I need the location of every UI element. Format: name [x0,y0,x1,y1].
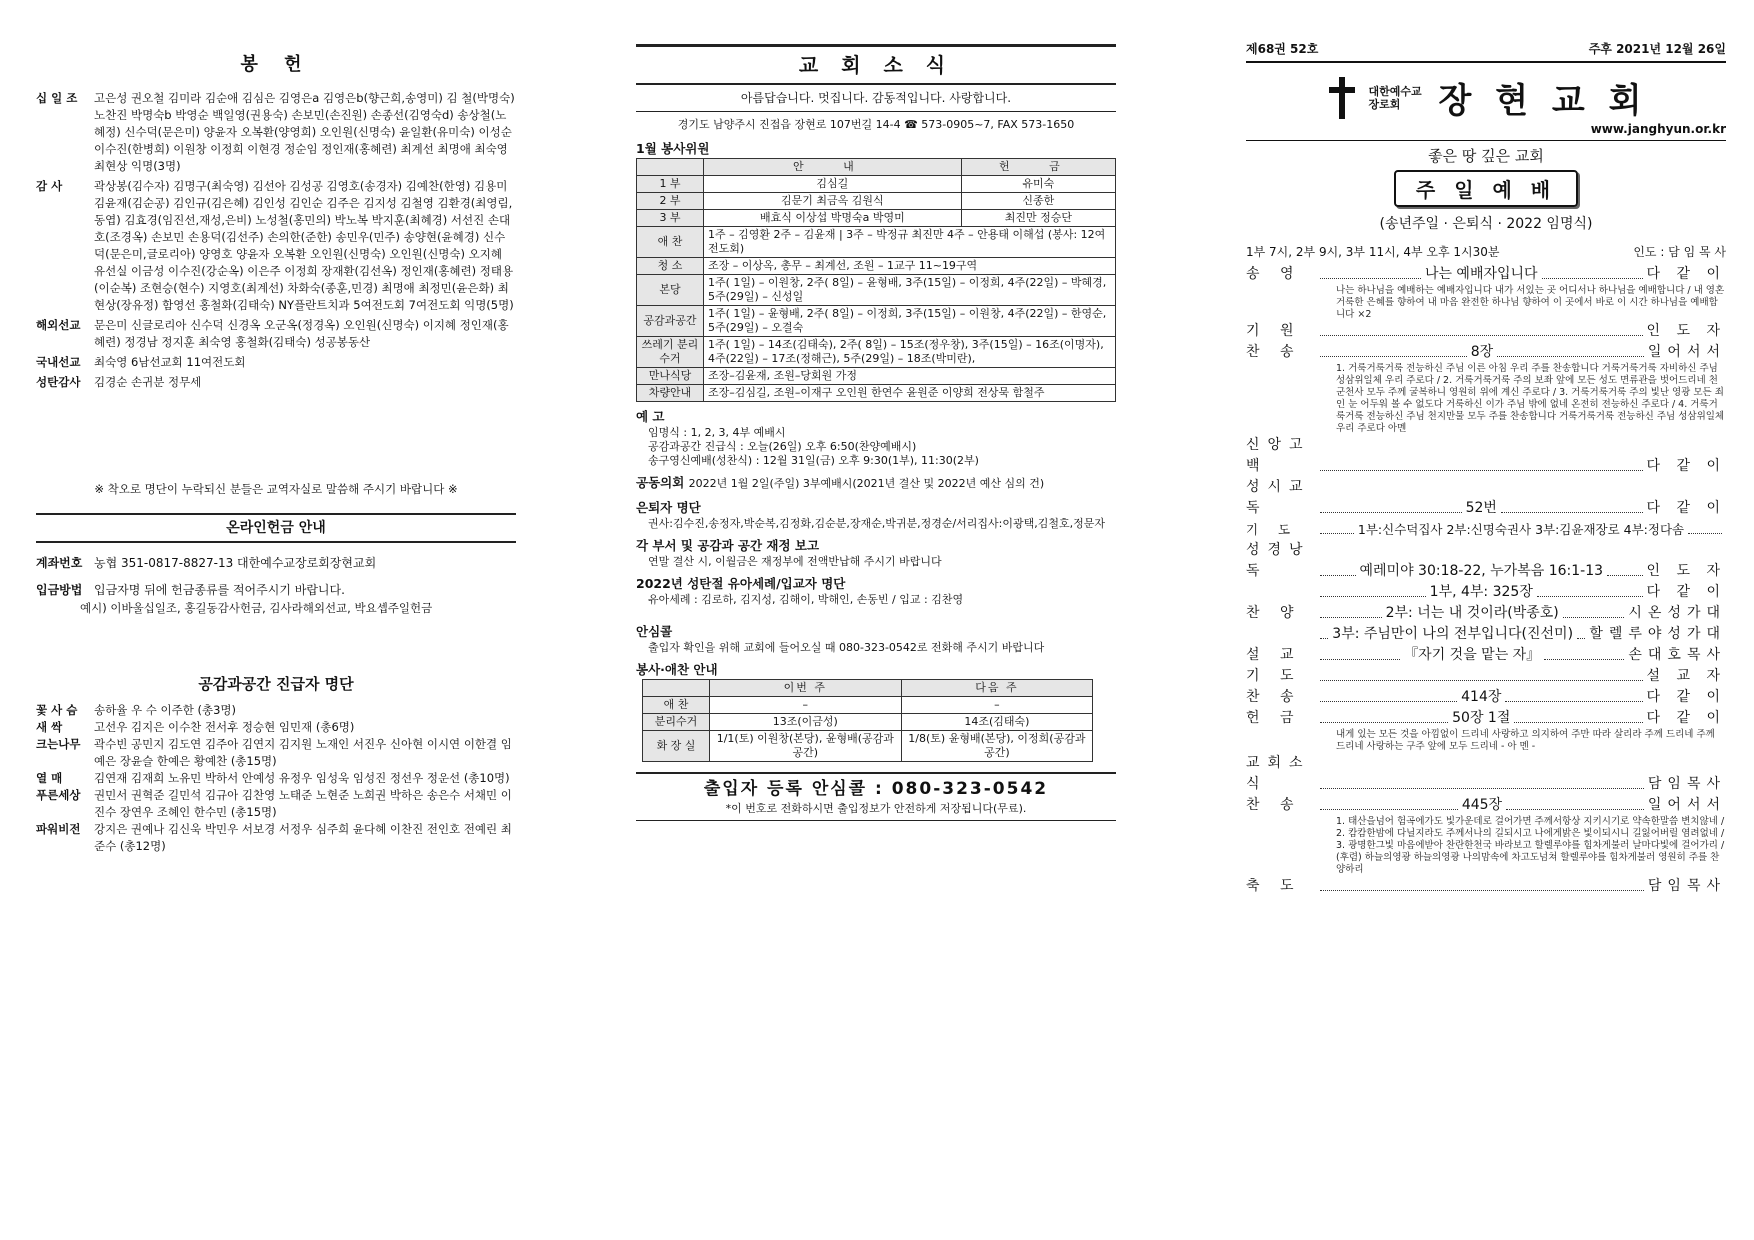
leader-dots [1563,617,1625,618]
service-next: 14조(김태숙) [901,714,1093,731]
offering-label: 십 일 조 [36,91,78,105]
order-item [1246,342,1726,363]
committee-row [637,176,1116,193]
relief-row [36,736,516,770]
offering-label: 감 사 [36,179,63,193]
chancel-text: 1주 – 김영환 2주 – 김윤재 | 3주 – 박정규 최진만 4주 – 안용태 이해섭 (봉사: 12여전도회) [704,227,1116,258]
order-of-worship [1246,264,1726,897]
service-row [643,731,1093,762]
leader-dots [1506,809,1644,810]
leader-dots [1320,356,1467,357]
order-role: 다 같 이 [1646,500,1727,516]
order-item [1246,687,1726,708]
church-url: www.janghyun.or.kr [1590,122,1726,136]
issue-date: 주후 2021년 12월 26일 [1588,42,1726,56]
motto: 좋은 땅 깊은 교회 [1428,147,1544,165]
relief-names: 고선우 김지은 이수찬 전서후 정승현 임민재 (총6명) [94,720,355,734]
committee-table [636,158,1116,402]
relief-label: 크는나무 [36,737,81,751]
order-content: 1부, 4부: 325장 [1429,584,1533,600]
order-role: 다 같 이 [1646,689,1727,705]
order-item [1246,753,1726,795]
safe-call-note: *이 번호로 전화하시면 출입정보가 안전하게 저장됩니다(무료). [725,802,1027,815]
order-label: 신앙고백 [1246,437,1311,474]
budget-text: 연말 결산 시, 이월금은 재정부에 전액반납해 주시기 바랍니다 [648,555,942,568]
committee-usher: 김심길 [704,176,962,193]
relief-names: 권민서 권혁준 길민석 김규아 김찬영 노태준 노현준 노희권 박하은 송은수 서채민 이진수 장연우 조혜인 한수민 (총15명) [94,788,512,819]
cleaning-label: 청 소 [637,258,704,275]
council-text: 2022년 1월 2일(주일) 3부예배시(2021년 결산 및 2022년 예산 심의 건) [688,477,1045,490]
service-label: 화 장 실 [643,731,710,762]
service-leader: 인도 : 담 임 목 사 [1633,245,1726,259]
relief-label: 새 싹 [36,720,63,734]
leader-dots [1320,335,1643,336]
order-content: 『자기 것을 맡는 자』 [1404,647,1541,663]
leader-dots [1505,701,1642,702]
account-number: 농협 351-0817-8827-13 대한예수교장로회장현교회 [94,556,377,570]
order-content: 1부:신수덕집사 2부:신명숙권사 3부:김윤재장로 4부:정다솜 [1357,522,1685,537]
parking-text: 조장–김심길, 조원–이재구 오인원 한연수 윤원준 이양희 전상묵 함철주 [704,385,1116,402]
news-title: 교 회 소 식 [798,53,954,77]
notice-line: 임명식 : 1, 2, 3, 4부 예배시 [648,426,786,439]
order-item [1246,645,1726,666]
meal-text: 조장–김윤재, 조원–당회원 가정 [704,368,1116,385]
church-name: 장 현 교 회 [1438,81,1648,121]
committee-offering: 최진만 정승단 [961,210,1115,227]
notice-title: 예 고 [636,409,665,424]
offering-row [36,354,516,371]
order-lyrics: 내게 있는 모든 것을 아낌없이 드리네 사랑하고 의지하여 주만 따라 살리라 주께 드리네 주께 드리네 사랑하는 구주 앞에 모두 드리네 - 아 멘 - [1336,729,1715,752]
account-row [36,555,516,572]
service-next: – [901,697,1093,714]
notice-line: 공감과공간 진급식 : 오늘(26일) 오후 6:50(찬양예배시) [648,440,917,453]
relief-label: 파워비전 [36,822,81,836]
committee-title: 1월 봉사위원 [636,141,710,156]
method-label: 입금방법 [36,583,83,597]
order-content: 50장 1절 [1452,710,1511,726]
leader-dots [1497,356,1644,357]
leader-dots [1320,701,1457,702]
relief-row [36,787,516,821]
service-next: 1/8(토) 윤형배(본당), 이정희(공감과공간) [901,731,1093,762]
committee-part: 1 부 [637,176,704,193]
cross-icon [1325,75,1359,121]
order-item [1246,624,1726,645]
offering-label: 국내선교 [36,355,81,369]
relief-title: 공감과공간 진급자 명단 [198,675,354,693]
online-title: 온라인헌금 안내 [226,520,326,536]
leader-dots [1320,722,1448,723]
toilet-main-text: 1주( 1일) – 이원창, 2주( 8일) – 윤형배, 3주(15일) – 이정희, 4주(22일) – 박혜경, 5주(29일) – 신성일 [704,275,1116,306]
service-this: 13조(이금성) [710,714,902,731]
order-content: 8장 [1470,344,1494,360]
retire-text: 권사:김수진,송정자,박순복,김정화,김순분,장재순,박귀분,정경순/서리집사:이광택,김철호,정문자 [648,517,1105,530]
toilet-space-label: 공감과공간 [637,306,704,337]
order-lyrics: 나는 하나님을 예배하는 예배자입니다 내가 서있는 곳 어디서나 하나님을 예배합니다 / 내 영혼 거룩한 은혜를 향하여 내 마음 완전한 하나님 향하여 이 곳에서 바로 이 시간 하나님을 예배합니다 ×2 [1336,285,1725,320]
order-item [1246,540,1726,582]
relief-label: 열 매 [36,771,63,785]
order-role: 다 같 이 [1646,458,1726,474]
leader-dots [1542,278,1643,279]
offering-row [36,178,516,314]
relief-row [36,719,516,736]
order-label: 성경낭독 [1246,542,1311,579]
offering-list [36,90,516,391]
leader-dots [1320,680,1643,681]
order-label: 성시교독 [1246,479,1311,516]
order-role: 인 도 자 [1646,563,1726,579]
order-label: 기 도 [1246,668,1302,684]
order-role: 손대호목사 [1628,647,1726,663]
order-role: 할렐루야성가대 [1589,626,1726,642]
leader-dots [1514,722,1642,723]
order-lyrics: 1. 태산을넘어 험곡에가도 빛가운데로 걸어가면 주께서항상 지키시기로 약속한말씀 변치않네 / 2. 캄캄한밤에 다닐지라도 주께서나의 길되시고 나에게밝은 빛이되시니 길잃어버릴 염려없네 / 3. 광명한그빛 마음에받아 찬란한천국 바라보고 할렐루야를 힘차게불러 날마다빛에 걸어가리 / (후렴) 하늘의영광 하늘의영광 나의맘속에 차고도넘쳐 할렐루야를 힘차게불러 영원히 주를 찬양하리 [1336,816,1725,875]
order-item [1246,666,1726,687]
church-address: 경기도 남양주시 진접읍 장현로 107번길 14-4 ☎ 573-0905~7, FAX 573-1650 [677,118,1075,131]
committee-offering: 신종한 [961,193,1115,210]
order-label: 축 도 [1246,878,1302,894]
order-label: 교회소식 [1246,755,1311,792]
order-content: 445장 [1461,797,1503,813]
offering-row [36,374,516,391]
leader-dots [1537,596,1643,597]
offering-names: 김경순 손귀분 정무세 [94,375,202,389]
committee-usher: 김문기 최금옥 김원식 [704,193,962,210]
account-label: 계좌번호 [36,556,83,570]
order-item [1246,477,1726,519]
leader-dots [1607,575,1643,576]
offering-row [36,90,516,175]
order-item [1246,321,1726,342]
leader-dots [1320,659,1400,660]
relief-label: 푸른세상 [36,788,81,802]
relief-names: 김연재 김재희 노유민 박하서 안예성 유정우 임성욱 임성진 정선우 정운선 (총10명) [94,771,510,785]
chancel-label: 애 찬 [637,227,704,258]
leader-dots [1320,278,1421,279]
order-item [1246,795,1726,816]
relief-label: 꽃 사 슴 [36,703,78,717]
service-table [642,679,1093,762]
committee-row [637,210,1116,227]
leader-dots [1320,890,1644,891]
budget-title: 각 부서 및 공감과 공간 재정 보고 [636,538,820,553]
issue-header [1246,40,1726,57]
col-this-week: 이번 주 [710,680,902,697]
committee-part: 2 부 [637,193,704,210]
leader-dots [1320,575,1356,576]
leader-dots [1320,596,1426,597]
relief-row [36,702,516,719]
committee-usher: 배효식 이상섭 박명숙a 박영미 [704,210,962,227]
order-item [1246,582,1726,603]
order-item [1246,603,1726,624]
offering-names: 고은성 권오철 김미라 김순애 김심은 김영은a 김영은b(향근희,송영미) 김 철(박명숙) 노찬진 박명숙b 박영순 백일영(권용숙) 손보민(손진원) 손종선(김영숙d) 송상철(노혜정) 신수덕(문은미) 양윤자 오복환(양영희) 오인원(신명숙) 윤일환(유미숙) 이성순 이수진(한병희) 이원창 이정희 이현경 정순임 정인재(홍혜련) 최계선 최명애 최숙영 최현상 익명(3명) [94,91,515,173]
order-role: 담임목사 [1647,878,1726,894]
baptism-text: 유아세례 : 김로하, 김지성, 김해이, 박해인, 손동빈 / 입교 : 김찬영 [648,593,964,606]
order-role: 다 같 이 [1646,710,1726,726]
order-content: 예레미야 30:18-22, 누가복음 16:1-13 [1359,563,1604,579]
relief-names: 강지은 권예나 김신욱 박민우 서보경 서정우 심주희 윤다혜 이찬진 전인호 전예린 최준수 (총12명) [94,822,512,853]
cleaning-text: 조장 – 이상옥, 총무 – 최계선, 조원 – 1교구 11~19구역 [704,258,1116,275]
offering-label: 해외선교 [36,318,81,332]
worship-title: 주 일 예 배 [1394,170,1578,207]
notice-lines [636,426,1116,468]
offering-label: 성탄감사 [36,375,81,389]
order-label: 기 도 [1246,522,1299,537]
order-label: 찬 송 [1246,797,1302,813]
leader-dots [1577,638,1585,639]
order-item [1246,435,1726,477]
toilet-space-text: 1주( 1일) – 윤형배, 2주( 8일) – 이정희, 3주(15일) – 이원창, 4주(22일) – 한영순, 5주(29일) – 오결숙 [704,306,1116,337]
time-row [1246,243,1726,260]
order-content: 52번 [1465,500,1497,516]
order-label: 찬 송 [1246,344,1302,360]
church-logo [1246,73,1726,122]
order-item [1246,708,1726,729]
order-lyrics: 1. 거룩거룩거룩 전능하신 주님 이른 아침 우리 주를 찬송합니다 거룩거룩거룩 자비하신 주님 성삼위일체 우리 주로다 / 2. 거룩거룩거룩 주의 보좌 앞에 모든 성도 면류관을 벗어드리네 천군천사 모두 주께 굴복하니 영원히 위에 계신 주로다 / 3. 거룩거룩거룩 주의 빛난 영광 모든 죄인 눈 어두워 볼 수 없도다 거룩하신 이가 주님 밖에 없네 온전히 전능하신 주로다 / 4. 거룩거룩거룩 전능하신 주님 천지만물 모두 주를 찬송합니다 거룩거룩거룩 전능하신 주님 성삼위일체 우리 주로다 아멘 [1336,363,1725,434]
service-row [643,697,1093,714]
order-label: 설 교 [1246,647,1302,663]
committee-offering: 유미숙 [961,176,1115,193]
offering-names: 곽상봉(김수자) 김명구(최숙영) 김선아 김성공 김영호(송경자) 김예찬(한영) 김용미 김윤재(김순공) 김인규(김은혜) 김인성 김인순 김주은 김지성 김철영 김환경(최영림,동엽) 김효경(임진선,재성,은비) 노성철(홍민의) 박노복 박지훈(최혜경) 서선진 손대호(조경옥) 손보민 손용덕(김선주) 손의한(준한) 송민우(민주) 송양현(윤혜경) 신수덕(문은미,글로리아) 양영호 양윤자 오복환 오인원(신명숙) 오인원(신명숙) 오지혜 유선실 이금성 이수진(강순옥) 이은주 이정희 장재환(김선옥) 정인재(홍혜련) 정태용(이순복) 조현승(현수) 지영호(최계선) 차화숙(종훈,민경) 최명애 최정민(윤은화) 최현상(장유정) 함영선 홍철화(김태숙) NY플란트치과 5여전도회 7여전도회 익명(5명) [94,179,514,312]
order-role: 일어서서 [1647,797,1727,813]
order-label: 찬 양 [1246,605,1302,621]
offering-title: 봉 헌 [240,54,312,75]
relief-row [36,821,516,855]
col-usher: 안 내 [704,159,962,176]
volume: 제68권 52호 [1246,42,1319,56]
order-role: 인 도 자 [1646,323,1726,339]
relief-names: 곽수빈 공민지 김도연 김주아 김연지 김지원 노재인 서진우 신아현 이시연 이한결 임예은 장윤슬 한예은 황예찬 (총15명) [94,737,512,768]
safe-text: 출입자 확인을 위해 교회에 들어오실 때 080-323-0542로 전화해 주시기 바랍니다 [648,641,1045,654]
order-role: 설 교 자 [1646,668,1726,684]
offering-names: 문은미 신글로리아 신수덕 신경옥 오군옥(정경옥) 오인원(신명숙) 이지혜 정인재(홍혜련) 정경남 정지훈 최숙영 홍철화(김태숙) 성공봉동산 [94,318,509,349]
retire-title: 은퇴자 명단 [636,500,701,515]
col-next-week: 다음 주 [901,680,1093,697]
order-role: 다 같 이 [1646,266,1727,282]
slogan: 아름답습니다. 멋집니다. 감동적입니다. 사랑합니다. [740,91,1012,105]
trash-label: 쓰레기 분리수거 [637,337,704,368]
leader-dots [1320,617,1382,618]
service-times: 1부 7시, 2부 9시, 3부 11시, 4부 오후 1시30분 [1246,245,1500,259]
leader-dots [1320,533,1354,534]
council-title: 공동의회 [636,475,685,490]
order-item [1246,264,1726,285]
leader-dots [1320,788,1644,789]
baptism-title: 2022년 성탄절 유아세례/입교자 명단 [636,576,846,591]
order-role: 시온성가대 [1628,605,1727,621]
service-label: 분리수거 [643,714,710,731]
leader-dots [1688,533,1722,534]
safe-call-number: 출입자 등록 안심콜 : 080-323-0542 [703,779,1049,799]
safe-title: 안심콜 [636,624,673,639]
order-label: 찬 송 [1246,689,1302,705]
council-row [636,474,1116,493]
service-title: 봉사·애찬 안내 [636,662,718,677]
method-row [36,582,516,599]
order-label: 헌 금 [1246,710,1302,726]
denomination: 대한예수교 장로회 [1368,84,1422,111]
col-offering: 헌 금 [961,159,1115,176]
omission-notice: ※ 착오로 명단이 누락되신 분들은 교역자실로 말씀해 주시기 바랍니다 ※ [94,482,458,496]
method-text: 입금자명 뒤에 헌금종류를 적어주시기 바랍니다. [94,583,345,597]
service-this: 1/1(토) 이원창(본당), 윤형배(공감과공간) [710,731,902,762]
right-column [1246,40,1726,897]
committee-row [637,193,1116,210]
order-role: 다 같 이 [1646,584,1727,600]
parking-label: 차량안내 [637,385,704,402]
middle-column [636,40,1116,825]
offering-names: 최숙영 6남선교회 11여전도회 [94,355,246,369]
order-content: 나는 예배자입니다 [1424,266,1538,282]
meal-label: 만나식당 [637,368,704,385]
order-content: 414장 [1461,689,1502,705]
left-column [36,40,516,855]
trash-text: 1주( 1일) – 14조(김태숙), 2주( 8일) – 15조(정우창), 3주(15일) – 16조(이명자), 4주(22일) – 17조(정해근), 5주(29일) – 18조(박미란), [704,337,1116,368]
service-this: – [710,697,902,714]
order-item [1246,876,1726,897]
order-role: 일어서서 [1647,344,1727,360]
notice-line: 송구영신예배(성찬식) : 12월 31일(금) 오후 9:30(1부), 11:30(2부) [648,454,979,467]
committee-part: 3 부 [637,210,704,227]
leader-dots [1320,638,1328,639]
service-label: 애 찬 [643,697,710,714]
offering-row [36,317,516,351]
service-row [643,714,1093,731]
leader-dots [1320,470,1643,471]
leader-dots [1501,512,1643,513]
order-label: 기 원 [1246,323,1302,339]
order-item [1246,519,1726,540]
leader-dots [1320,512,1462,513]
worship-subtitle: (송년주일 · 은퇴식 · 2022 임명식) [1379,216,1593,232]
order-content: 3부: 주님만이 나의 전부입니다(진선미) [1332,626,1574,642]
order-label: 송 영 [1246,266,1302,282]
toilet-main-label: 본당 [637,275,704,306]
leader-dots [1544,659,1624,660]
order-content: 2부: 너는 내 것이라(박종호) [1385,605,1559,621]
method-example: 예시) 이바울십일조, 홍길동감사헌금, 김사라해외선교, 박요셉주일헌금 [80,601,433,615]
order-role: 담임목사 [1647,776,1726,792]
leader-dots [1320,809,1458,810]
relief-list [36,702,516,855]
relief-row [36,770,516,787]
relief-names: 송하율 우 수 이주한 (총3명) [94,703,237,717]
